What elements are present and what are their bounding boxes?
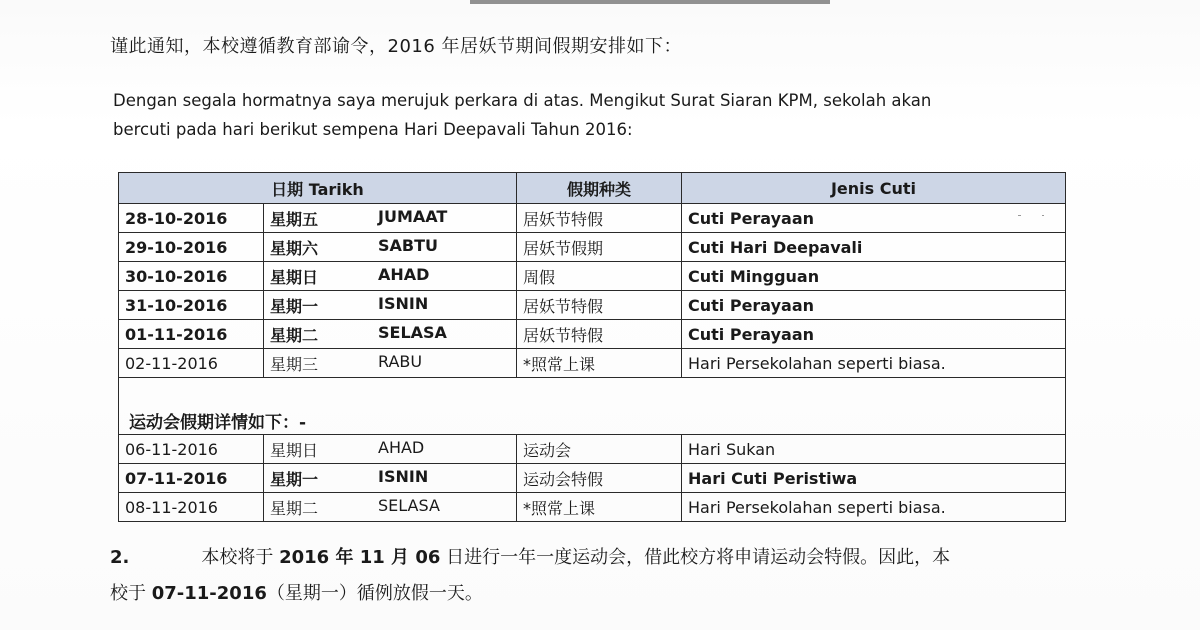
table-row: [119, 349, 1066, 378]
cell-jenis: Cuti Perayaan: [682, 320, 1066, 349]
table-row: [119, 233, 1066, 262]
day-malay: SELASA: [378, 495, 440, 515]
day-chinese: 星期日: [270, 267, 319, 287]
cell-date: 08-11-2016: [119, 493, 264, 522]
day-malay: RABU: [378, 351, 423, 371]
cell-day: [264, 435, 517, 464]
cell-type: 居妖节特假: [517, 204, 682, 233]
table-row: [119, 262, 1066, 291]
day-chinese: 星期六: [270, 238, 319, 258]
header-date-day: 日期 Tarikh: [119, 173, 517, 204]
cell-day: [264, 204, 517, 233]
day-chinese: 星期二: [270, 325, 319, 345]
cell-day: [264, 233, 517, 262]
table-row: [119, 204, 1066, 233]
day-malay: ISNIN: [378, 466, 429, 486]
day-chinese: 星期五: [270, 209, 319, 229]
sports-section: [119, 378, 1066, 435]
cell-type: 运动会: [517, 435, 682, 464]
day-malay: SELASA: [378, 322, 447, 342]
cell-type: 运动会特假: [517, 464, 682, 493]
cell-date: 01-11-2016: [119, 320, 264, 349]
cell-type: 周假: [517, 262, 682, 291]
cell-date: 06-11-2016: [119, 435, 264, 464]
cell-date: 02-11-2016: [119, 349, 264, 378]
sports-heading: 运动会假期详情如下：-: [119, 406, 1066, 435]
day-chinese: 星期三: [270, 354, 319, 374]
day-chinese: 星期一: [270, 296, 319, 316]
cell-day: [264, 464, 517, 493]
para2-date-2: 07-11-2016: [151, 583, 267, 604]
cell-jenis: Cuti Perayaan: [682, 291, 1066, 320]
spacer-row: [119, 378, 1066, 407]
intro-malay-line-2: bercuti pada hari berikut sempena Hari Deepavali Tahun 2016:: [113, 120, 633, 139]
cell-date: 31-10-2016: [119, 291, 264, 320]
paragraph-number: 2.: [110, 547, 130, 568]
cell-date: 30-10-2016: [119, 262, 264, 291]
intro-malay-line-1: Dengan segala hormatnya saya merujuk perkara di atas. Mengikut Surat Siaran KPM, sekolah akan: [113, 91, 932, 110]
para2-text-c: 校于: [110, 583, 152, 604]
cell-jenis: Cuti Perayaan: [682, 204, 1066, 233]
para2-date: 2016 年 11 月 06: [279, 547, 441, 568]
day-malay: AHAD: [378, 264, 430, 284]
para2-text-b: 日进行一年一度运动会，借此校方将申请运动会特假。因此，本: [440, 547, 951, 568]
holiday-table: [118, 172, 1066, 522]
table-row: [119, 493, 1066, 522]
intro-chinese: 谨此通知，本校遵循教育部谕令，2016 年居妖节期间假期安排如下：: [110, 36, 683, 57]
cell-date: 28-10-2016: [119, 204, 264, 233]
table-row: [119, 464, 1066, 493]
cell-day: [264, 320, 517, 349]
table-row: [119, 435, 1066, 464]
day-chinese: 星期日: [270, 440, 319, 460]
day-malay: SABTU: [378, 235, 439, 255]
para2-text-d: （星期一）循例放假一天。: [266, 583, 483, 604]
table-row: [119, 291, 1066, 320]
header-jenis: Jenis Cuti: [682, 173, 1066, 204]
cell-day: [264, 493, 517, 522]
cell-jenis: Cuti Mingguan: [682, 262, 1066, 291]
cell-type: 居妖节假期: [517, 233, 682, 262]
cell-type: *照常上课: [517, 493, 682, 522]
sports-rows: [119, 435, 1066, 522]
day-malay: ISNIN: [378, 293, 429, 313]
cell-jenis: Hari Cuti Peristiwa: [682, 464, 1066, 493]
cell-jenis: Hari Persekolahan seperti biasa.: [682, 493, 1066, 522]
table-row: [119, 320, 1066, 349]
day-malay: JUMAAT: [378, 206, 448, 226]
cropped-text-fragment: [470, 0, 830, 4]
cell-type: *照常上课: [517, 349, 682, 378]
paragraph-2: [110, 540, 1070, 612]
cell-day: [264, 291, 517, 320]
cell-jenis: Cuti Hari Deepavali: [682, 233, 1066, 262]
header-type: 假期种类: [517, 173, 682, 204]
para2-text-a: 本校将于: [201, 547, 280, 568]
cell-type: 居妖节特假: [517, 320, 682, 349]
holiday-rows: [119, 204, 1066, 378]
cell-jenis: Hari Sukan: [682, 435, 1066, 464]
sports-heading-row: [119, 406, 1066, 435]
intro-malay: [113, 86, 1013, 144]
cell-jenis: Hari Persekolahan seperti biasa.: [682, 349, 1066, 378]
day-malay: AHAD: [378, 437, 425, 457]
cell-day: [264, 262, 517, 291]
cell-date: 29-10-2016: [119, 233, 264, 262]
table-header-row: [119, 173, 1066, 204]
cell-day: [264, 349, 517, 378]
cell-type: 居妖节特假: [517, 291, 682, 320]
day-chinese: 星期一: [270, 469, 319, 489]
cell-date: 07-11-2016: [119, 464, 264, 493]
day-chinese: 星期二: [270, 498, 319, 518]
